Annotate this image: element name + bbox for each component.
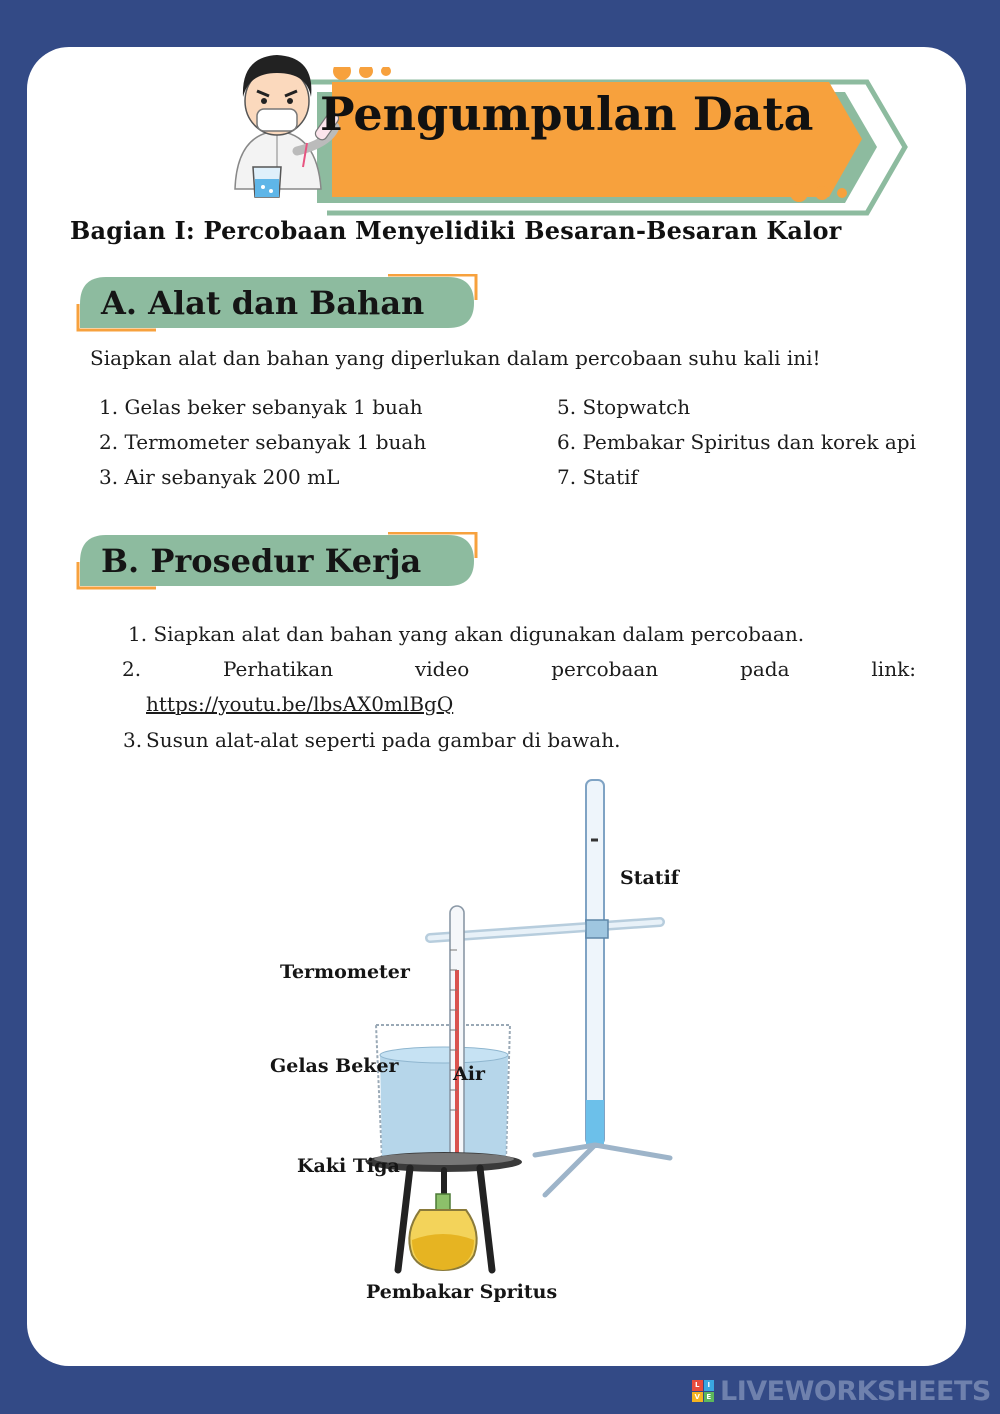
liveworksheets-logo-icon <box>692 1380 714 1402</box>
list-item-5: 5. Stopwatch <box>557 395 691 419</box>
watermark-text: LIVEWORKSHEETS <box>720 1375 991 1407</box>
section-b-title: B. Prosedur Kerja <box>101 542 422 580</box>
procedure-step-3: Susun alat-alat seperti pada gambar di bawah. <box>146 728 621 752</box>
label-statif: Statif <box>620 867 679 889</box>
label-air: Air <box>453 1063 485 1085</box>
worksheet-page <box>27 47 966 1366</box>
step-2-word: link: <box>871 657 916 681</box>
beaker-water <box>380 1050 508 1160</box>
statif-rod <box>586 780 604 1145</box>
tripod-leg <box>480 1168 492 1270</box>
step-2-word: Perhatikan <box>222 657 334 681</box>
list-item-6: 6. Pembakar Spiritus dan korek api <box>557 430 917 454</box>
statif-rod-base-color <box>586 1100 604 1148</box>
list-item-7: 7. Statif <box>557 465 638 489</box>
step-2-word: video <box>414 657 470 681</box>
label-gelas-beker: Gelas Beker <box>270 1055 399 1077</box>
section-a-title: A. Alat dan Bahan <box>101 284 425 322</box>
logo-letter: I <box>704 1380 715 1391</box>
step-2-word: pada <box>740 657 790 681</box>
list-item-3: 3. Air sebanyak 200 mL <box>99 465 340 489</box>
liveworksheets-watermark <box>692 1376 991 1406</box>
page-title: Pengumpulan Data <box>320 87 814 141</box>
apparatus-diagram <box>260 770 700 1290</box>
clamp-holder <box>586 920 608 938</box>
label-kaki-tiga: Kaki Tiga <box>297 1155 400 1177</box>
step-2-word: 2. <box>122 657 142 681</box>
procedure-step-3-number: 3. <box>123 728 143 752</box>
list-item-2: 2. Termometer sebanyak 1 buah <box>99 430 427 454</box>
label-termometer: Termometer <box>280 961 410 983</box>
step-2-word: percobaan <box>551 657 659 681</box>
logo-letter: V <box>692 1392 703 1403</box>
list-item-1: 1. Gelas beker sebanyak 1 buah <box>99 395 423 419</box>
video-link[interactable]: https://youtu.be/lbsAX0mlBgQ <box>146 692 454 716</box>
statif-leg <box>595 1145 670 1158</box>
section-a-heading <box>76 274 478 332</box>
procedure-step-2 <box>122 657 916 681</box>
label-pembakar: Pembakar Spritus <box>366 1281 558 1303</box>
logo-letter: L <box>692 1380 703 1391</box>
logo-letter: E <box>704 1392 715 1403</box>
section-b-heading <box>76 532 478 590</box>
burner-cap <box>436 1194 450 1210</box>
section-a-intro: Siapkan alat dan bahan yang diperlukan dalam percobaan suhu kali ini! <box>90 346 821 370</box>
tripod-leg <box>398 1168 410 1270</box>
procedure-step-1: 1. Siapkan alat dan bahan yang akan digunakan dalam percobaan. <box>128 622 805 646</box>
section-subtitle: Bagian I: Percobaan Menyelidiki Besaran-Besaran Kalor <box>70 216 842 245</box>
